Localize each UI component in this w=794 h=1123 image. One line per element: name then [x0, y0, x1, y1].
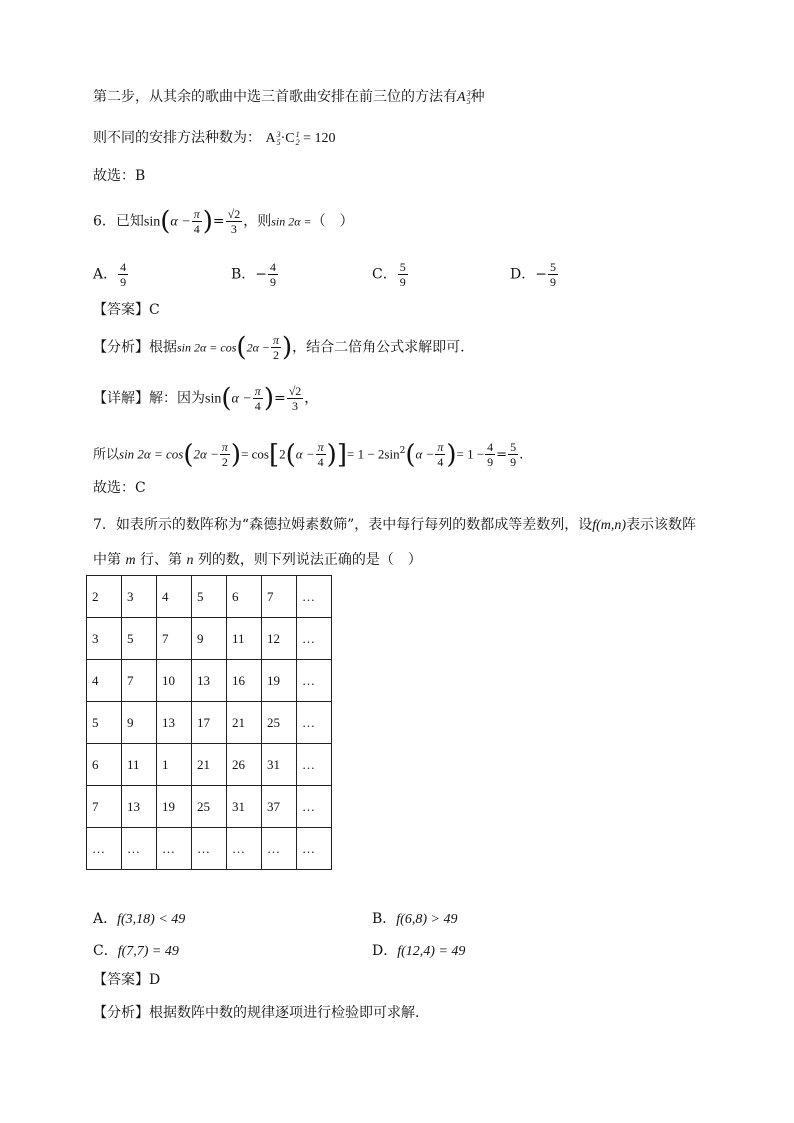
table-cell: 5 — [87, 702, 122, 744]
table-row — [87, 828, 332, 870]
table-cell: 13 — [122, 786, 157, 828]
table-cell: … — [297, 702, 332, 744]
q6-analysis: 【分析】根据sin 2α = cos(2α − $\frac{\pi}{2}$ )，结合二倍角公式求解即可. — [93, 332, 465, 363]
total-formula: A 3 5 ·C 1 2 = 120 — [265, 129, 336, 147]
table-cell: 21 — [192, 744, 227, 786]
q6-option-a: A． $\frac{4}{9}$ — [93, 260, 127, 289]
table-cell: … — [192, 828, 227, 870]
table-cell: 4 — [157, 576, 192, 618]
table-cell: 25 — [192, 786, 227, 828]
table-cell: 7 — [122, 660, 157, 702]
q6-option-d: D．− $\frac{5}{9}$ — [510, 260, 556, 289]
q6-derivation: 所以sin 2α = cos(2α − $\frac{\pi}{2}$ )= cos[2(α − $\frac{\pi}{4}$ )]= $1 - 2\sin^2(\alpha$ − $\frac{\pi}{4}$ )= 1 − $\frac{4}{9}$ = $\frac{5}{9}$ . — [93, 439, 524, 470]
table-cell: 11 — [227, 618, 262, 660]
q7-stem-line2: 中第 m 行、第 n 列的数，则下列说法正确的是（ ） — [93, 552, 422, 568]
table-cell: 12 — [262, 618, 297, 660]
table-cell: 9 — [192, 618, 227, 660]
q7-option-d: D．f(12,4) = 49 — [372, 943, 466, 959]
table-cell: 11 — [122, 744, 157, 786]
table-cell: 13 — [157, 702, 192, 744]
q7-option-b: B．f(6,8) > 49 — [372, 911, 458, 927]
q7-option-c: C．f(7,7) = 49 — [93, 943, 179, 959]
q6-final: 故选：C — [93, 480, 146, 496]
table-cell: … — [122, 828, 157, 870]
table-cell: 21 — [227, 702, 262, 744]
table-cell: 31 — [262, 744, 297, 786]
table-row — [87, 618, 332, 660]
table-cell: 31 — [227, 786, 262, 828]
table-cell: … — [297, 576, 332, 618]
table-cell: 37 — [262, 786, 297, 828]
table-cell: 6 — [227, 576, 262, 618]
table-cell: … — [227, 828, 262, 870]
table-cell: … — [297, 660, 332, 702]
total-line — [93, 128, 336, 149]
table-cell: … — [157, 828, 192, 870]
table-row — [87, 786, 332, 828]
q7-analysis: 【分析】根据数阵中数的规律逐项进行检验即可求解. — [93, 1005, 420, 1021]
step2-suffix: 种 — [470, 89, 485, 105]
q7-answer: 【答案】D — [93, 972, 161, 988]
table-cell: 3 — [87, 618, 122, 660]
answer5-line: 故选：B — [93, 168, 146, 184]
table-cell: 5 — [192, 576, 227, 618]
table-cell: … — [297, 618, 332, 660]
q6-answer: 【答案】C — [93, 302, 160, 318]
table-cell: 6 — [87, 744, 122, 786]
table-cell: 5 — [122, 618, 157, 660]
table-cell: 4 — [87, 660, 122, 702]
table-cell: … — [87, 828, 122, 870]
step2-text: 第二步，从其余的歌曲中选三首歌曲安排在前三位的方法有 — [93, 89, 457, 105]
table-cell: 10 — [157, 660, 192, 702]
table-cell: … — [297, 828, 332, 870]
table-cell: 1 — [157, 744, 192, 786]
table-cell: 7 — [87, 786, 122, 828]
table-cell: 26 — [227, 744, 262, 786]
table-cell: 19 — [262, 660, 297, 702]
table-cell: 19 — [157, 786, 192, 828]
table-cell: 9 — [122, 702, 157, 744]
step2-math: A 3 5 — [457, 88, 471, 106]
table-row — [87, 660, 332, 702]
q6-stem: 6．已知sin(α − $\frac{\pi}{4}$ )= $\frac{√2}{3}$ ，则sin 2α =（ ） — [93, 206, 354, 237]
step2-line — [93, 87, 485, 108]
total-text: 则不同的安排方法种数为： — [93, 130, 261, 146]
table-cell: 17 — [192, 702, 227, 744]
table-cell: 13 — [192, 660, 227, 702]
table-row — [87, 702, 332, 744]
q7-option-a: A．f(3,18) < 49 — [93, 911, 186, 927]
q6-option-c: C． $\frac{5}{9}$ — [372, 260, 406, 289]
table-cell: 2 — [87, 576, 122, 618]
table-cell: 25 — [262, 702, 297, 744]
table-cell: 7 — [157, 618, 192, 660]
table-cell: … — [297, 786, 332, 828]
table-row — [87, 576, 332, 618]
q6-option-b: B．− $\frac{4}{9}$ — [231, 260, 277, 289]
table-cell: 3 — [122, 576, 157, 618]
table-row — [87, 744, 332, 786]
table-cell: … — [262, 828, 297, 870]
table-cell: 16 — [227, 660, 262, 702]
table-cell: … — [297, 744, 332, 786]
sundaram-sieve-table — [86, 575, 332, 870]
q7-stem-line1: 7．如表所示的数阵称为“森德拉姆素数筛”，表中每行每列的数都成等差数列，设f(m,n)表示该数阵 — [93, 517, 697, 533]
table-cell: 7 — [262, 576, 297, 618]
q6-detail: 【详解】解：因为sin(α − $\frac{\pi}{4}$ )= $\frac{√2}{3}$ ， — [93, 383, 319, 414]
